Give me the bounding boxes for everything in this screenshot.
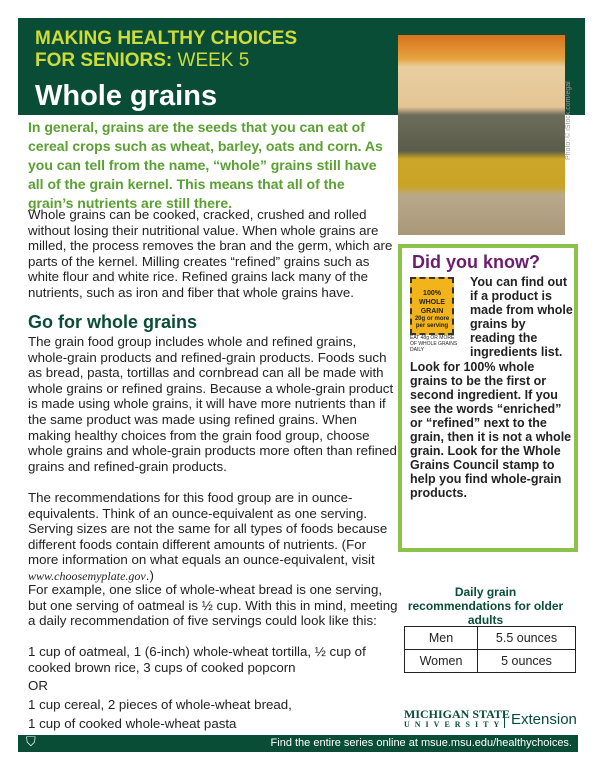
table-cell-amount: 5.5 ounces — [478, 627, 576, 650]
stamp-caption: EAT 48g OR MORE OF WHOLE GRAINS DAILY — [410, 335, 458, 353]
paragraph-2: The grain food group includes whole and refined grains, whole-grain products and refined-grain products. Foods such as bread, pasta, tortillas and cornbread can all be made with whole grains or refined grains. Because a whole-grain product is made using whole grains, it will have more nutrients than if the same product was made using refined grains. When making healthy choices from the grain food group, choose whole grains and whole-grain products more often than refined grains and refined-grain products. — [28, 334, 397, 474]
or-label: OR — [28, 678, 48, 693]
did-you-know-box — [398, 244, 578, 552]
footer-bar: Find the entire series online at msue.msu.edu/healthychoices. — [18, 735, 578, 752]
series-line-2: FOR SENIORS: — [35, 50, 173, 71]
page-title: Whole grains — [35, 80, 218, 112]
paragraph-3-text: The recommendations for this food group are in ounce-equivalents. Think of an ounce-equivalent as one serving. Serving sizes are not the same for all types of foods because different foods contain different amounts of nutrients. (For more information on what equals an ounce-equivalent, visit — [28, 490, 388, 568]
spartan-helmet-icon: ⛉ — [26, 734, 36, 749]
stamp-pct: 100% — [423, 290, 441, 297]
table-cell-group: Men — [405, 627, 478, 650]
paragraph-3 — [28, 490, 398, 585]
intro-text: In general, grains are the seeds that you can eat of cereal crops such as wheat, barley, oats and corn. As you can tell from the name, “whole” grains still have all of the grain kernel. This means that all of the grain’s nutrients are still there. — [28, 119, 383, 211]
photo-credit: Photo: © iStock.com/egal — [565, 81, 572, 160]
week-label: WEEK 5 — [172, 50, 250, 71]
did-you-know-title: Did you know? — [412, 252, 540, 272]
did-you-know-text: You can find out if a product is made from whole grains by reading the ingredients list. Look for 100% whole grains to be the first or second ingredient. If you see the words “enriched” or “refined” next to the grain, then it is not a whole grain. Look for the Whole Grains Council stamp to help you find whole-grain products. — [410, 275, 573, 501]
table-title: Daily grain recommendations for older adults — [407, 585, 564, 627]
grains-photo — [398, 35, 565, 235]
table-row — [405, 650, 576, 673]
whole-grain-stamp-icon — [410, 277, 462, 353]
logo-extension: Extension — [504, 711, 577, 728]
msu-extension-logo — [404, 707, 577, 729]
series-line-1: MAKING HEALTHY CHOICES — [35, 28, 298, 49]
table-cell-amount: 5 ounces — [478, 650, 576, 673]
choosemyplate-link[interactable]: www.choosemyplate.gov — [28, 568, 146, 583]
table-cell-group: Women — [405, 650, 478, 673]
option-2b: 1 cup of cooked whole-wheat pasta — [28, 716, 237, 731]
paragraph-3-end: .) — [145, 567, 154, 583]
stamp-serving: 20g or more per serving — [414, 316, 450, 329]
table-row — [405, 627, 576, 650]
section-heading: Go for whole grains — [28, 312, 198, 332]
series-title — [35, 28, 297, 72]
paragraph-1: Whole grains can be cooked, cracked, crushed and rolled without losing their nutritional value. When whole grains are milled, the process removes the bran and the germ, which are parts of the kernel. Milling creates “refined” grains such as white flour and white rice. Refined grains lack many of the nutrients, such as iron and fiber that whole grains have. — [28, 207, 393, 300]
stamp-name: WHOLE GRAIN — [418, 299, 446, 315]
logo-msu: MICHIGAN STATE — [404, 707, 510, 721]
option-1: 1 cup of oatmeal, 1 (6-inch) whole-wheat tortilla, ½ cup of cooked brown rice, 3 cups of cooked popcorn — [28, 644, 366, 675]
grain-table — [404, 626, 576, 673]
paragraph-4: For example, one slice of whole-wheat bread is one serving, but one serving of oatmeal is ½ cup. With this in mind, meeting a daily recommendation of five servings could look like this: — [28, 582, 398, 629]
logo-university: UNIVERSITY — [404, 720, 505, 729]
option-2a: 1 cup cereal, 2 pieces of whole-wheat bread, — [28, 697, 292, 712]
